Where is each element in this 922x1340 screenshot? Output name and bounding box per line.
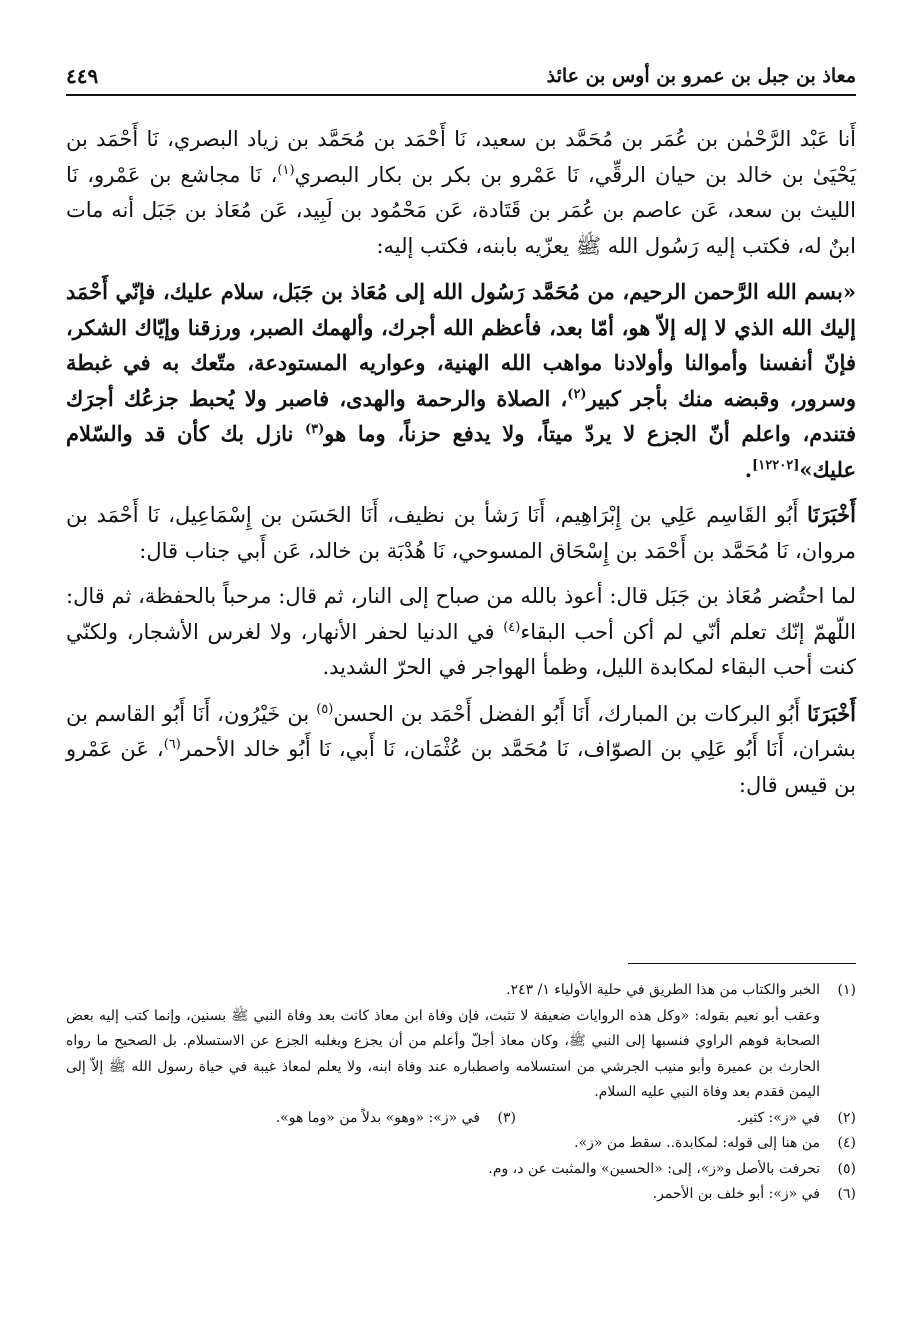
text-span: ، الصلاة والرحمة والهدى، فاصبر ولا يُحبط جزعُك أجرَك فتندم، واعلم أنّ الجزع لا يردّ ميتاً، ولا يدفع حزناً، وما هو [66,385,856,446]
text-span: «بسم الله الرَّحمن الرحيم، من مُحَمَّد رَسُول الله إلى مُعَاذ بن جَبَل، سلام عليك، فإنّي أَحْمَد إليك الله الذي لا إله إلاّ هو، أمّا بعد، فأعظم الله أجرك، وألهمك الصبر، ورزقنا وإيّاك الشكر، فإنّ أنفسنا وأموالنا وأولادنا مواهب الله الهنية، وعواريه المستودعة، متّعك به في غبطة وسرور، وقبضه منك بأجر كبير [66,279,856,411]
footnote-divider [628,963,856,964]
footnote-text: من هنا إلى قوله: لمكابدة.. سقط من «ز». [574,1135,820,1151]
footnote-text: في «ز»: أبو خلف بن الأحمر. [652,1186,820,1202]
hadith-reference-number: [١٢٢٠٢] [752,457,800,473]
footnote-number: (١) [837,982,856,998]
text-span: ، عَن عَمْرو بن قيس قال: [66,737,856,797]
paragraph-isnad-1 [66,122,856,264]
text-span: أَنا عَبْد الرَّحْمٰن بن عُمَر بن مُحَمَّد بن سعيد، نَا أَحْمَد بن مُحَمَّد بن زياد البصري، نَا أَحْمَد بن يَحْيَىٰ بن خالد بن حيان الرقِّي، نَا عَمْرو بن بكر بن بكار البصري [66,127,857,187]
footnote-3 [276,1106,516,1132]
footnote-number: (٦) [837,1186,856,1202]
footnote-5 [66,1157,856,1183]
footnote-text: في «ز»: «وهو» بدلاً من «وما هو». [275,1109,480,1126]
running-title: معاذ بن جبل بن عمرو بن أوس بن عائذ [546,65,856,87]
akhbarana-lead: أَخْبَرَنَا [807,502,856,527]
text-span: أَبُو البركات بن المبارك، أَنَا أَبُو الفضل أَحْمَد بن الحسن [333,701,808,726]
footnote-marker-4: (٤) [503,619,521,635]
running-head [66,58,856,96]
footnote-text: وعقب أبو نعيم بقوله: «وكل هذه الروايات ضعيفة لا تثبت، فإن وفاة ابن معاذ كانت بعد وفاة النبي ﷺ بسنين، وإنما كتب إليه بعض الصحابة فوهم الراوي فنسبها إلى النبي ﷺ، وكان معاذ أجلّ وأعلم من أن يجزع ويغلبه الجزع عن الاستسلام. بل الصحيح ما رواه الحارث بن عميرة وأبو منيب الجرشي من استسلامه واصطباره عند وفاة ابنه، ولا يعلم لمعاذ غيبة في حياة رسول الله ﷺ إلاّ إلى اليمن فقدم بعد وفاة النبي عليه السلام. [66,1007,820,1100]
text-span: نازل بك كأن قد والسّلام عليك» [66,421,856,482]
paragraph-letter [66,274,856,487]
text-span: أَبُو القَاسِم عَلِي بن إِبْرَاهِيم، أَنَا رَشأ بن نظيف، أَنَا الحَسَن بن إِسْمَاعِيل، نَا أَحْمَد بن مروان، نَا مُحَمَّد بن أَحْمَد بن إِسْحَاق المسوحي، نَا هُدْبَة بن خالد، عَن أَبي جناب قال: [66,503,856,563]
footnote-number: (٤) [837,1135,856,1151]
footnote-marker-1: (١) [277,162,295,178]
footnote-marker-5: (٥) [316,701,334,717]
text-span: لما احتُضر مُعَاذ بن جَبَل قال: أعوذ بالله من صباح إلى النار، ثم قال: مرحباً بالحفظة، ثم قال: اللّهمّ إنّك تعلم أنّي لم أكن أحب البقاء [66,584,856,644]
footnote-marker-2: (٢) [567,386,587,402]
text-span: بن خَيْرُون، أَنَا أَبُو القاسم بن بشران، أَنَا أَبُو عَلِي بن الصوّاف، نَا مُحَمَّد بن عُثْمَان، نَا أَبي، نَا أَبُو خالد الأحمر [66,701,856,761]
text-span: في الدنيا لحفر الأنهار، ولا لغرس الأشجار، ولكنّي كنت أحب البقاء لمكابدة الليل، وظمأ الهواجر في الحرّ الشديد. [66,619,856,679]
main-text [66,122,856,803]
page-number: ٤٤٩ [66,64,99,88]
text-span: ، نَا مجاشع بن عَمْرو، نَا الليث بن سعد، عَن عاصم بن عُمَر بن قَتَادة، عَن مَحْمُود بن لَبِيد، عَن مُعَاذ بن جَبَل أنه مات ابنٌ له، فكتب إليه رَسُول الله ﷺ يعزّيه بابنه، فكتب إليه: [66,162,856,258]
footnote-2 [516,1106,856,1132]
paragraph-narration-1 [66,579,856,686]
footnote-row-2-3 [66,1106,856,1132]
footnote-number: (٣) [497,1109,516,1126]
footnote-number: (٢) [837,1109,856,1126]
paragraph-isnad-3 [66,696,856,804]
footnote-marker-3: (٣) [305,422,325,437]
footnote-text: الخبر والكتاب من هذا الطريق في حلية الأولياء ١/ ٢٤٣. [506,982,820,998]
paragraph-isnad-2 [66,497,856,569]
footnote-4 [66,1131,856,1157]
akhbarana-lead: أَخْبَرَنَا [807,700,857,726]
footnote-marker-6: (٦) [163,737,181,752]
footnote-6 [66,1182,856,1208]
footnote-text: تحرفت بالأصل و«ز»، إلى: «الحسين» والمثبت عن د، وم. [488,1160,820,1177]
footnote-text: في «ز»: كثير. [736,1109,820,1126]
footnote-1 [66,978,856,1106]
text-span: . [744,456,753,482]
footnotes [66,978,856,1208]
footnote-number: (٥) [837,1160,856,1177]
